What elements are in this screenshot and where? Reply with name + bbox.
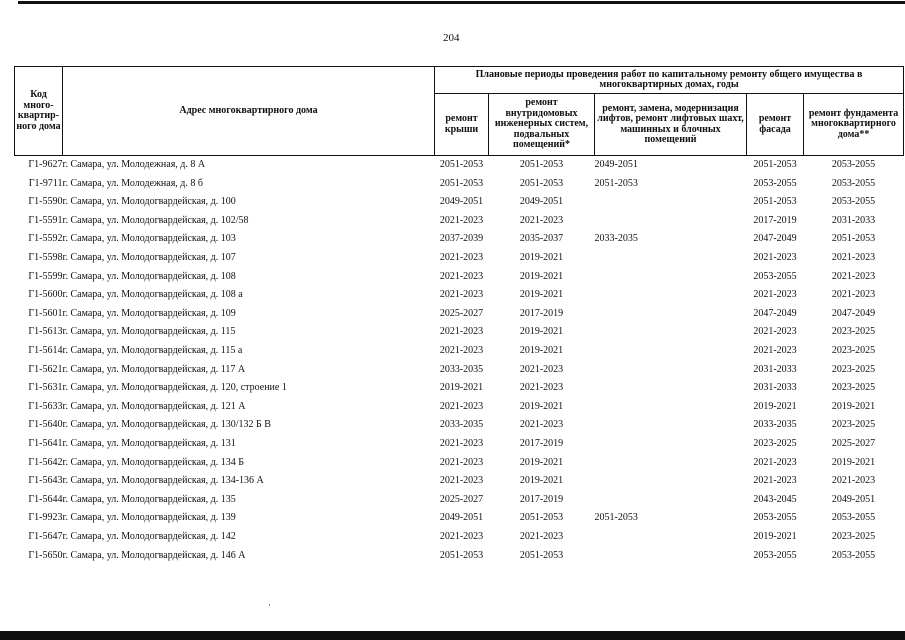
table-row [15,323,904,342]
house-code: Г1-5633 [28,400,63,412]
foundation-period: 2051-2053 [831,233,876,245]
facade-period: 2019-2021 [753,530,797,542]
house-address: г. Самара, ул. Молодогвардейская, д. 117 А [62,363,246,375]
house-code: Г1-5613 [28,326,63,338]
foundation-period: 2053-2055 [831,549,876,561]
foundation-period: 2047-2049 [831,307,876,319]
roof-period: 2021-2023 [439,252,484,264]
systems-period: 2017-2019 [519,493,564,505]
systems-period: 2017-2019 [519,307,564,319]
roof-period: 2051-2053 [439,177,484,189]
elevator-period: 2051-2053 [594,177,638,189]
facade-period: 2053-2055 [753,177,797,189]
repair-schedule-table [14,66,904,565]
systems-period: 2051-2053 [519,159,564,171]
systems-period: 2019-2021 [519,270,564,282]
table-row [15,175,904,194]
table-row [15,193,904,212]
table-row [15,230,904,249]
header-internal-systems: ремонт внутридомовых инженерных систем, подвальных помещений* [489,94,595,156]
elevator-period [595,212,747,231]
foundation-period: 2021-2023 [831,252,876,264]
table-row [15,454,904,473]
foundation-period: 2019-2021 [831,456,876,468]
roof-period: 2037-2039 [439,233,484,245]
systems-period: 2049-2051 [519,196,564,208]
elevator-period [595,416,747,435]
elevator-period [595,528,747,547]
table-row [15,416,904,435]
elevator-period [595,435,747,454]
house-address: г. Самара, ул. Молодогвардейская, д. 121 А [62,400,246,412]
systems-period: 2051-2053 [519,512,564,524]
systems-period: 2021-2023 [519,419,564,431]
roof-period: 2021-2023 [439,530,484,542]
facade-period: 2053-2055 [753,270,797,282]
table-row [15,398,904,417]
elevator-period [595,361,747,380]
table-row [15,286,904,305]
roof-period: 2049-2051 [439,196,484,208]
house-address: г. Самара, ул. Молодогвардейская, д. 146 А [62,549,246,561]
header-facade: ремонт фасада [747,94,804,156]
house-address: г. Самара, ул. Молодогвардейская, д. 134 Б [62,456,244,468]
table-row [15,435,904,454]
facade-period: 2053-2055 [753,549,797,561]
table-body [15,156,904,566]
facade-period: 2017-2019 [753,214,797,226]
elevator-period [595,323,747,342]
house-address: г. Самара, ул. Молодогвардейская, д. 108 а [62,289,243,301]
house-address: г. Самара, ул. Молодогвардейская, д. 108 [62,270,236,282]
top-rule [18,1,905,4]
table-row [15,509,904,528]
facade-period: 2021-2023 [753,252,797,264]
house-code: Г1-5598 [28,252,63,264]
facade-period: 2031-2033 [753,363,797,375]
house-code: Г1-5643 [28,475,63,487]
elevator-period [595,398,747,417]
foundation-period: 2053-2055 [831,159,876,171]
elevator-period [595,454,747,473]
systems-period: 2019-2021 [519,289,564,301]
house-code: Г1-5599 [28,270,63,282]
house-address: г. Самара, ул. Молодогвардейская, д. 109 [62,307,236,319]
foundation-period: 2031-2033 [831,214,876,226]
house-code: Г1-5641 [28,437,63,449]
systems-period: 2019-2021 [519,400,564,412]
facade-period: 2051-2053 [753,159,797,171]
facade-period: 2021-2023 [753,475,797,487]
roof-period: 2021-2023 [439,437,484,449]
house-address: г. Самара, ул. Молодогвардейская, д. 131 [62,437,236,449]
roof-period: 2021-2023 [439,344,484,356]
systems-period: 2019-2021 [519,326,564,338]
house-address: г. Самара, ул. Молодогвардейская, д. 134-136 А [62,475,264,487]
facade-period: 2043-2045 [753,493,797,505]
elevator-period [595,491,747,510]
foundation-period: 2049-2051 [831,493,876,505]
systems-period: 2019-2021 [519,475,564,487]
elevator-period: 2049-2051 [594,159,638,171]
bottom-rule [0,631,905,640]
elevator-period [595,472,747,491]
roof-period: 2021-2023 [439,289,484,301]
facade-period: 2033-2035 [753,419,797,431]
house-address: г. Самара, ул. Молодогвардейская, д. 115 а [62,344,243,356]
page-number: 204 [443,32,460,44]
elevator-period: 2033-2035 [594,233,638,245]
elevator-period [595,379,747,398]
table-row [15,379,904,398]
header-code: Код много-квартир-ного дома [15,67,63,156]
systems-period: 2017-2019 [519,437,564,449]
house-code: Г1-5590 [28,196,63,208]
systems-period: 2019-2021 [519,344,564,356]
roof-period: 2051-2053 [439,549,484,561]
elevator-period: 2051-2053 [594,512,638,524]
systems-period: 2021-2023 [519,363,564,375]
house-code: Г1-5621 [28,363,63,375]
roof-period: 2021-2023 [439,326,484,338]
elevator-period [595,268,747,287]
foundation-period: 2053-2055 [831,177,876,189]
elevator-period [595,342,747,361]
house-code: Г1-5647 [28,530,63,542]
systems-period: 2051-2053 [519,177,564,189]
elevator-period [595,546,747,565]
house-address: г. Самара, ул. Молодогвардейская, д. 100 [62,196,236,208]
foundation-period: 2053-2055 [831,512,876,524]
house-code: Г1-5600 [28,289,63,301]
house-code: Г1-5614 [28,344,63,356]
elevator-period [595,193,747,212]
header-foundation: ремонт фундамента многоквартирного дома** [804,94,904,156]
facade-period: 2031-2033 [753,382,797,394]
house-address: г. Самара, ул. Молодогвардейская, д. 102/58 [62,214,249,226]
header-planned-periods: Плановые периоды проведения работ по капитальному ремонту общего имущества в многоквартирных домах, годы [435,67,904,94]
table-row [15,361,904,380]
systems-period: 2021-2023 [519,382,564,394]
house-code: Г1-5601 [28,307,63,319]
systems-period: 2051-2053 [519,549,564,561]
facade-period: 2047-2049 [753,233,797,245]
elevator-period [595,249,747,268]
table-row [15,156,904,175]
house-address: г. Самара, ул. Молодогвардейская, д. 115 [62,326,236,338]
house-code: Г1-5642 [28,456,63,468]
foundation-period: 2023-2025 [831,382,876,394]
house-address: г. Самара, ул. Молодогвардейская, д. 130/132 Б В [62,419,271,431]
systems-period: 2019-2021 [519,252,564,264]
systems-period: 2019-2021 [519,456,564,468]
house-address: г. Самара, ул. Молодогвардейская, д. 120, строение 1 [62,382,287,394]
stray-mark: · [268,600,271,610]
house-address: г. Самара, ул. Молодежная, д. 8 б [62,177,203,189]
table-row [15,305,904,324]
foundation-period: 2023-2025 [831,344,876,356]
foundation-period: 2025-2027 [831,437,876,449]
table-row [15,546,904,565]
table-row [15,342,904,361]
roof-period: 2049-2051 [439,512,484,524]
facade-period: 2021-2023 [753,456,797,468]
foundation-period: 2023-2025 [831,326,876,338]
foundation-period: 2019-2021 [831,400,876,412]
house-code: Г1-5644 [28,493,63,505]
facade-period: 2021-2023 [753,289,797,301]
header-address: Адрес многоквартирного дома [63,67,435,156]
facade-period: 2021-2023 [753,344,797,356]
roof-period: 2025-2027 [439,493,484,505]
systems-period: 2035-2037 [519,233,564,245]
house-address: г. Самара, ул. Молодогвардейская, д. 139 [62,512,236,524]
table-row [15,249,904,268]
roof-period: 2033-2035 [439,363,484,375]
table-row [15,212,904,231]
roof-period: 2051-2053 [439,159,484,171]
table-row [15,268,904,287]
facade-period: 2047-2049 [753,307,797,319]
roof-period: 2033-2035 [439,419,484,431]
foundation-period: 2023-2025 [831,363,876,375]
house-address: г. Самара, ул. Молодогвардейская, д. 142 [62,530,236,542]
roof-period: 2021-2023 [439,475,484,487]
house-address: г. Самара, ул. Молодогвардейская, д. 135 [62,493,236,505]
house-code: Г1-5631 [28,382,63,394]
house-code: Г1-5591 [28,214,63,226]
systems-period: 2021-2023 [519,214,564,226]
house-code: Г1-9923 [28,512,63,524]
elevator-period [595,286,747,305]
table-row [15,528,904,547]
foundation-period: 2053-2055 [831,196,876,208]
house-address: г. Самара, ул. Молодогвардейская, д. 103 [62,233,236,245]
foundation-period: 2023-2025 [831,419,876,431]
table-row [15,472,904,491]
header-elevators: ремонт, замена, модернизация лифтов, ремонт лифтовых шахт, машинных и блочных помещений [595,94,747,156]
foundation-period: 2021-2023 [831,475,876,487]
roof-period: 2021-2023 [439,214,484,226]
roof-period: 2021-2023 [439,400,484,412]
systems-period: 2021-2023 [519,530,564,542]
foundation-period: 2021-2023 [831,270,876,282]
house-address: г. Самара, ул. Молодежная, д. 8 А [62,159,206,171]
roof-period: 2021-2023 [439,270,484,282]
elevator-period [595,305,747,324]
facade-period: 2023-2025 [753,437,797,449]
facade-period: 2021-2023 [753,326,797,338]
facade-period: 2051-2053 [753,196,797,208]
house-code: Г1-9627 [28,159,63,171]
house-code: Г1-9711 [28,177,63,189]
house-code: Г1-5650 [28,549,63,561]
house-address: г. Самара, ул. Молодогвардейская, д. 107 [62,252,236,264]
house-code: Г1-5592 [28,233,63,245]
foundation-period: 2021-2023 [831,289,876,301]
table-row [15,491,904,510]
roof-period: 2019-2021 [439,382,484,394]
header-roof: ремонт крыши [435,94,489,156]
facade-period: 2019-2021 [753,400,797,412]
facade-period: 2053-2055 [753,512,797,524]
roof-period: 2021-2023 [439,456,484,468]
house-code: Г1-5640 [28,419,63,431]
roof-period: 2025-2027 [439,307,484,319]
foundation-period: 2023-2025 [831,530,876,542]
